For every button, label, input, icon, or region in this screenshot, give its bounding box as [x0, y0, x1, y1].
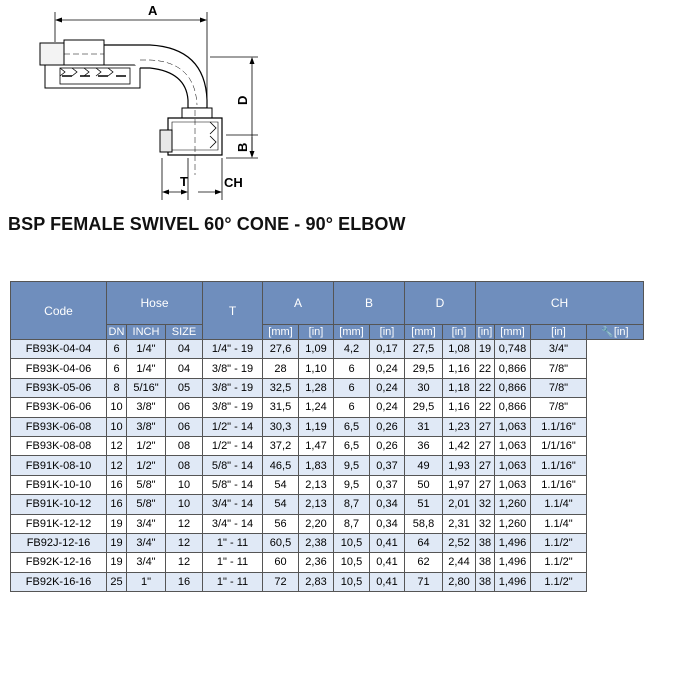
cell-d-mm: 29,5	[405, 398, 443, 417]
cell-a-in: 1,47	[299, 436, 334, 455]
cell-size: 04	[166, 359, 203, 378]
cell-ch-in-2: 1.1/2"	[531, 533, 587, 552]
subheader-a-in: [in]	[299, 325, 334, 340]
cell-size: 10	[166, 495, 203, 514]
cell-ch-in: 32	[476, 495, 495, 514]
cell-empty	[587, 495, 644, 514]
table-row	[11, 340, 644, 359]
cell-ch-in: 22	[476, 398, 495, 417]
cell-ch-in-2: 1.1/2"	[531, 572, 587, 591]
cell-d-in: 2,31	[443, 514, 476, 533]
cell-ch-in-2: 7/8"	[531, 378, 587, 397]
cell-a-mm: 46,5	[263, 456, 299, 475]
table-row	[11, 475, 644, 494]
cell-b-in: 0,24	[370, 359, 405, 378]
cell-dn: 6	[107, 340, 127, 359]
cell-dn: 16	[107, 495, 127, 514]
cell-size: 12	[166, 533, 203, 552]
cell-d-mm: 51	[405, 495, 443, 514]
cell-d-in: 1,23	[443, 417, 476, 436]
table-row	[11, 456, 644, 475]
cell-ch-in: 38	[476, 533, 495, 552]
subheader-dn: DN	[107, 325, 127, 340]
cell-empty	[587, 475, 644, 494]
cell-thread: 1" - 11	[203, 572, 263, 591]
cell-ch-in: 19	[476, 340, 495, 359]
cell-d-in: 1,42	[443, 436, 476, 455]
table-row	[11, 533, 644, 552]
cell-inch: 3/8"	[127, 417, 166, 436]
cell-ch-in: 38	[476, 572, 495, 591]
table-row	[11, 514, 644, 533]
header-t: T	[203, 282, 263, 340]
cell-d-mm: 29,5	[405, 359, 443, 378]
cell-a-mm: 27,6	[263, 340, 299, 359]
header-code: Code	[11, 282, 107, 340]
cell-a-in: 2,83	[299, 572, 334, 591]
cell-a-in: 2,13	[299, 495, 334, 514]
cell-b-mm: 10,5	[334, 553, 370, 572]
cell-size: 06	[166, 398, 203, 417]
wrench-icon: 🔧	[601, 327, 614, 338]
cell-a-mm: 60	[263, 553, 299, 572]
cell-code: FB93K-04-04	[11, 340, 107, 359]
cell-b-mm: 6	[334, 378, 370, 397]
cell-code: FB92K-12-16	[11, 553, 107, 572]
cell-ch-mm: 0,866	[495, 378, 531, 397]
dim-a-label: A	[148, 3, 158, 18]
cell-ch-in-2: 1.1/4"	[531, 514, 587, 533]
cell-d-mm: 64	[405, 533, 443, 552]
cell-a-in: 1,83	[299, 456, 334, 475]
cell-ch-mm: 1,063	[495, 436, 531, 455]
cell-b-in: 0,41	[370, 572, 405, 591]
cell-code: FB91K-10-12	[11, 495, 107, 514]
cell-size: 16	[166, 572, 203, 591]
cell-b-mm: 8,7	[334, 514, 370, 533]
table-row	[11, 378, 644, 397]
cell-thread: 1/2" - 14	[203, 417, 263, 436]
cell-d-in: 1,16	[443, 398, 476, 417]
cell-b-in: 0,37	[370, 456, 405, 475]
cell-empty	[587, 533, 644, 552]
cell-a-mm: 30,3	[263, 417, 299, 436]
cell-ch-mm: 1,063	[495, 475, 531, 494]
cell-thread: 1" - 11	[203, 533, 263, 552]
cell-a-in: 1,28	[299, 378, 334, 397]
cell-ch-in: 22	[476, 359, 495, 378]
cell-code: FB93K-06-08	[11, 417, 107, 436]
cell-empty	[587, 514, 644, 533]
cell-d-mm: 49	[405, 456, 443, 475]
cell-empty	[587, 378, 644, 397]
cell-inch: 5/8"	[127, 475, 166, 494]
subheader-a-mm: [mm]	[263, 325, 299, 340]
dim-ch-label: CH	[224, 175, 243, 190]
cell-a-mm: 60,5	[263, 533, 299, 552]
cell-empty	[587, 456, 644, 475]
cell-a-mm: 56	[263, 514, 299, 533]
cell-dn: 25	[107, 572, 127, 591]
cell-empty	[587, 553, 644, 572]
table-row	[11, 572, 644, 591]
cell-d-in: 2,52	[443, 533, 476, 552]
cell-dn: 19	[107, 533, 127, 552]
cell-d-in: 1,18	[443, 378, 476, 397]
cell-code: FB91K-08-10	[11, 456, 107, 475]
cell-d-mm: 50	[405, 475, 443, 494]
cell-inch: 3/4"	[127, 553, 166, 572]
cell-d-mm: 71	[405, 572, 443, 591]
cell-size: 10	[166, 475, 203, 494]
cell-a-mm: 54	[263, 495, 299, 514]
cell-size: 04	[166, 340, 203, 359]
cell-ch-in: 27	[476, 456, 495, 475]
cell-a-in: 1,24	[299, 398, 334, 417]
header-b: B	[334, 282, 405, 325]
cell-d-in: 1,93	[443, 456, 476, 475]
cell-thread: 5/8" - 14	[203, 456, 263, 475]
cell-inch: 1/4"	[127, 340, 166, 359]
cell-d-in: 2,44	[443, 553, 476, 572]
cell-ch-mm: 1,496	[495, 572, 531, 591]
cell-ch-mm: 0,748	[495, 340, 531, 359]
cell-ch-in-2: 1/1/16"	[531, 436, 587, 455]
cell-a-mm: 37,2	[263, 436, 299, 455]
cell-a-mm: 54	[263, 475, 299, 494]
table-row	[11, 359, 644, 378]
subheader-size: SIZE	[166, 325, 203, 340]
cell-empty	[587, 436, 644, 455]
cell-empty	[587, 359, 644, 378]
subheader-ch-mm: [mm]	[495, 325, 531, 340]
cell-inch: 1/4"	[127, 359, 166, 378]
cell-b-mm: 4,2	[334, 340, 370, 359]
cell-b-mm: 6	[334, 398, 370, 417]
cell-b-mm: 6	[334, 359, 370, 378]
cell-d-mm: 30	[405, 378, 443, 397]
cell-a-in: 1,10	[299, 359, 334, 378]
cell-ch-mm: 1,496	[495, 553, 531, 572]
cell-empty	[587, 340, 644, 359]
cell-size: 08	[166, 436, 203, 455]
cell-ch-in-2: 7/8"	[531, 359, 587, 378]
cell-d-mm: 62	[405, 553, 443, 572]
cell-ch-mm: 0,866	[495, 359, 531, 378]
cell-b-mm: 10,5	[334, 572, 370, 591]
cell-dn: 8	[107, 378, 127, 397]
cell-b-in: 0,26	[370, 417, 405, 436]
cell-size: 12	[166, 514, 203, 533]
cell-dn: 12	[107, 436, 127, 455]
cell-b-mm: 8,7	[334, 495, 370, 514]
cell-inch: 5/16"	[127, 378, 166, 397]
cell-dn: 12	[107, 456, 127, 475]
cell-thread: 3/4" - 14	[203, 514, 263, 533]
cell-d-mm: 58,8	[405, 514, 443, 533]
cell-ch-in: 27	[476, 436, 495, 455]
cell-a-in: 2,38	[299, 533, 334, 552]
cell-b-in: 0,34	[370, 495, 405, 514]
cell-ch-in: 38	[476, 553, 495, 572]
cell-thread: 3/8" - 19	[203, 378, 263, 397]
cell-code: FB93K-06-06	[11, 398, 107, 417]
cell-code: FB91K-10-10	[11, 475, 107, 494]
cell-size: 06	[166, 417, 203, 436]
cell-ch-in: 27	[476, 417, 495, 436]
table-row	[11, 436, 644, 455]
table-row	[11, 398, 644, 417]
cell-a-mm: 32,5	[263, 378, 299, 397]
spec-table	[10, 281, 644, 592]
cell-code: FB93K-04-06	[11, 359, 107, 378]
header-d: D	[405, 282, 476, 325]
dim-d-label: D	[235, 95, 250, 105]
cell-d-in: 2,01	[443, 495, 476, 514]
cell-b-in: 0,24	[370, 398, 405, 417]
cell-ch-in-2: 1.1/4"	[531, 495, 587, 514]
header-a: A	[263, 282, 334, 325]
cell-ch-in: 22	[476, 378, 495, 397]
cell-a-mm: 28	[263, 359, 299, 378]
cell-b-mm: 6,5	[334, 417, 370, 436]
cell-dn: 10	[107, 398, 127, 417]
cell-empty	[587, 572, 644, 591]
product-title: BSP FEMALE SWIVEL 60° CONE - 90° ELBOW	[8, 214, 406, 234]
cell-size: 08	[166, 456, 203, 475]
cell-inch: 5/8"	[127, 495, 166, 514]
cell-ch-in-2: 1.1/16"	[531, 456, 587, 475]
cell-ch-mm: 1,063	[495, 456, 531, 475]
cell-dn: 10	[107, 417, 127, 436]
subheader-b-in: [in]	[370, 325, 405, 340]
cell-ch-in: 32	[476, 514, 495, 533]
cell-code: FB93K-05-06	[11, 378, 107, 397]
cell-dn: 6	[107, 359, 127, 378]
cell-ch-mm: 1,063	[495, 417, 531, 436]
subheader-b-mm: [mm]	[334, 325, 370, 340]
cell-ch-in-2: 1.1/16"	[531, 417, 587, 436]
subheader-d-in: [in]	[443, 325, 476, 340]
cell-code: FB92K-16-16	[11, 572, 107, 591]
cell-inch: 3/4"	[127, 514, 166, 533]
cell-a-in: 1,09	[299, 340, 334, 359]
table-row	[11, 417, 644, 436]
cell-thread: 1/2" - 14	[203, 436, 263, 455]
cell-a-mm: 72	[263, 572, 299, 591]
cell-code: FB92J-12-16	[11, 533, 107, 552]
cell-d-in: 1,08	[443, 340, 476, 359]
cell-dn: 19	[107, 553, 127, 572]
elbow-fitting-drawing	[0, 0, 300, 205]
cell-ch-mm: 1,260	[495, 514, 531, 533]
cell-ch-in-2: 1.1/2"	[531, 553, 587, 572]
cell-b-in: 0,26	[370, 436, 405, 455]
cell-inch: 1"	[127, 572, 166, 591]
cell-b-mm: 6,5	[334, 436, 370, 455]
subheader-inch: INCH	[127, 325, 166, 340]
cell-ch-in: 27	[476, 475, 495, 494]
cell-d-in: 2,80	[443, 572, 476, 591]
cell-d-mm: 27,5	[405, 340, 443, 359]
cell-code: FB91K-12-12	[11, 514, 107, 533]
subheader-d-mm: [mm]	[405, 325, 443, 340]
cell-ch-in-2: 7/8"	[531, 398, 587, 417]
cell-a-in: 1,19	[299, 417, 334, 436]
cell-b-in: 0,34	[370, 514, 405, 533]
cell-d-in: 1,97	[443, 475, 476, 494]
cell-b-in: 0,41	[370, 533, 405, 552]
cell-inch: 1/2"	[127, 436, 166, 455]
cell-dn: 16	[107, 475, 127, 494]
cell-a-mm: 31,5	[263, 398, 299, 417]
cell-thread: 1" - 11	[203, 553, 263, 572]
cell-d-mm: 31	[405, 417, 443, 436]
cell-b-in: 0,17	[370, 340, 405, 359]
cell-thread: 3/8" - 19	[203, 398, 263, 417]
cell-dn: 19	[107, 514, 127, 533]
header-hose: Hose	[107, 282, 203, 325]
cell-code: FB93K-08-08	[11, 436, 107, 455]
cell-b-in: 0,24	[370, 378, 405, 397]
spec-table-body	[11, 340, 644, 592]
dim-b-label: B	[235, 142, 250, 152]
cell-ch-mm: 1,260	[495, 495, 531, 514]
header-ch: CH	[476, 282, 644, 325]
cell-ch-mm: 0,866	[495, 398, 531, 417]
cell-thread: 3/4" - 14	[203, 495, 263, 514]
cell-b-in: 0,37	[370, 475, 405, 494]
cell-thread: 5/8" - 14	[203, 475, 263, 494]
cell-empty	[587, 417, 644, 436]
subheader-ch-torque: 🔧[in]	[587, 325, 644, 340]
cell-thread: 3/8" - 19	[203, 359, 263, 378]
cell-b-mm: 9,5	[334, 475, 370, 494]
dim-t-label: T	[180, 174, 188, 189]
cell-size: 05	[166, 378, 203, 397]
table-row	[11, 495, 644, 514]
cell-d-mm: 36	[405, 436, 443, 455]
table-row	[11, 553, 644, 572]
subheader-ch-in-2: [in]	[531, 325, 587, 340]
cell-d-in: 1,16	[443, 359, 476, 378]
cell-a-in: 2,13	[299, 475, 334, 494]
cell-b-in: 0,41	[370, 553, 405, 572]
cell-a-in: 2,36	[299, 553, 334, 572]
cell-inch: 3/4"	[127, 533, 166, 552]
cell-ch-in-2: 3/4"	[531, 340, 587, 359]
cell-inch: 1/2"	[127, 456, 166, 475]
cell-ch-mm: 1,496	[495, 533, 531, 552]
cell-inch: 3/8"	[127, 398, 166, 417]
cell-b-mm: 9,5	[334, 456, 370, 475]
cell-b-mm: 10,5	[334, 533, 370, 552]
subheader-ch-in: [in]	[476, 325, 495, 340]
cell-size: 12	[166, 553, 203, 572]
cell-empty	[587, 398, 644, 417]
cell-thread: 1/4" - 19	[203, 340, 263, 359]
cell-ch-in-2: 1.1/16"	[531, 475, 587, 494]
cell-a-in: 2,20	[299, 514, 334, 533]
